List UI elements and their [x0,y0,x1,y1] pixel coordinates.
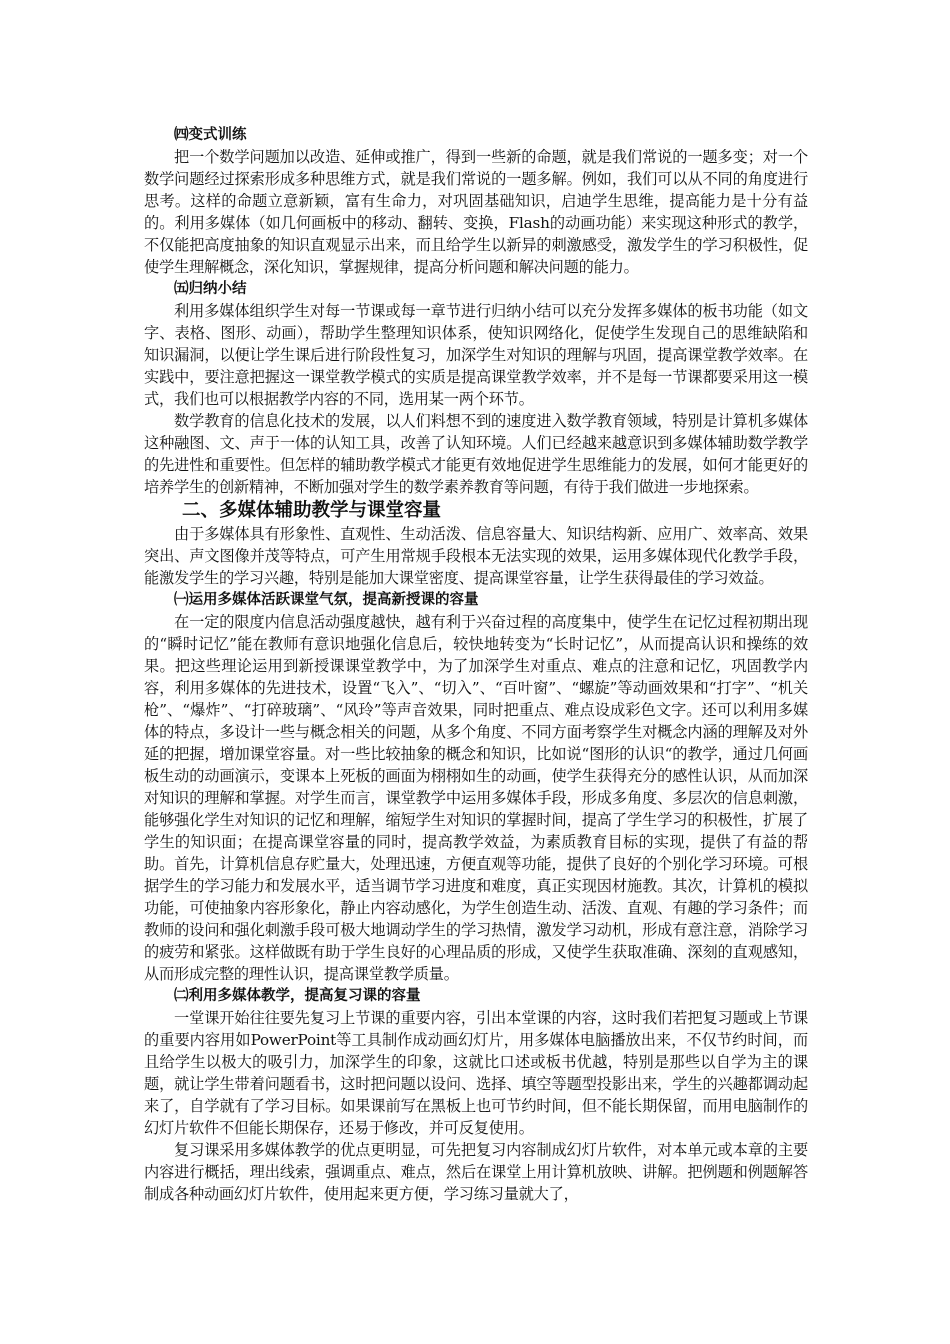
section-title-variant-training: ㈣变式训练 [174,127,247,143]
paragraph-summary: 利用多媒体组织学生对每一节课或每一章节进行归纳小结可以充分发挥多媒体的板书功能（如文字、表格、图形、动画），帮助学生整理知识体系，使知识网络化，促使学生发现自己的思维缺陷和知识漏洞，以便让学生课后进行阶段性复习，加深学生对知识的理解与巩固，提高课堂教学效率。在实践中，要注意把握这一课堂教学模式的实质是提高课堂教学效率，并不是每一节课都要采用这一模式，我们也可以根据教学内容的不同，选用某一两个环节。 [144,302,808,408]
section-title-summary: ㈤归纳小结 [174,281,247,297]
paragraph-new-lesson: 在一定的限度内信息活动强度越快，越有利于兴奋过程的高度集中，使学生在记忆过程初期出现的“瞬时记忆”能在教师有意识地强化信息后，较快地转变为“长时记忆”，从而提高认识和操练的效果。把这些理论运用到新授课课堂教学中，为了加深学生对重点、难点的注意和记忆，巩固教学内容，利用多媒体的先进技术，设置“飞入”、“切入”、“百叶窗”、“螺旋”等动画效果和“打字”、“机关枪”、“爆炸”、“打碎玻璃”、“风玲”等声音效果，同时把重点、难点设成彩色文字。还可以利用多媒体的特点，多设计一些与概念相关的问题，从多个角度、不同方面考察学生对概念内涵的理解及对外延的把握，增加课堂容量。对一些比较抽象的概念和知识，比如说“图形的认识“的教学，通过几何画板生动的动画演示，变课本上死板的画面为栩栩如生的动画，使学生获得充分的感性认识，从而加深对知识的理解和掌握。对学生而言，课堂教学中运用多媒体手段，形成多角度、多层次的信息刺激，能够强化学生对知识的记忆和理解，缩短学生对知识的掌握时间，提高了学生学习的积极性，扩展了学生的知识面；在提高课堂容量的同时，提高教学效益，为素质教育目标的实现，提供了有益的帮助。首先，计算机信息存贮量大，处理迅速，方便直观等功能，提供了良好的个别化学习环境。可根据学生的学习能力和发展水平，适当调节学习进度和难度，真正实现因材施教。其次，计算机的模拟功能，可使抽象内容形象化，静止内容动感化，为学生创造生动、活泼、直观、有趣的学习条件；而教师的设问和强化刺激手段可极大地调动学生的学习热情，激发学习动机，形成有意注意，消除学习的疲劳和紧张。这样做既有助于学生良好的心理品质的形成，又使学生获取准确、深刻的直观感知，从而形成完整的理性认识，提高课堂教学质量。 [144,613,808,983]
section-title-new-lesson: ㈠运用多媒体活跃课堂气氛，提高新授课的容量 [174,592,479,608]
paragraph-variant-training: 把一个数学问题加以改造、延伸或推广，得到一些新的命题，就是我们常说的一题多变；对一个数学问题经过探索形成多种思维方式，就是我们常说的一题多解。例如，我们可以从不同的角度进行思考。这样的命题立意新颖，富有生命力，对巩固基础知识，启迪学生思维，提高能力是十分有益的。利用多媒体（如几何画板中的移动、翻转、变换，Flash的动画功能）来实现这种形式的教学，不仅能把高度抽象的知识直观显示出来，而且给学生以新异的刺激感受，激发学生的学习积极性，促使学生理解概念，深化知识，掌握规律，提高分析问题和解决问题的能力。 [144,148,808,276]
paragraph-review-intro: 一堂课开始往往要先复习上节课的重要内容，引出本堂课的内容，这时我们若把复习题或上节课的重要内容用如PowerPoint等工具制作成动画幻灯片，用多媒体电脑播放出来，不仅节约时间，而且给学生以极大的吸引力，加深学生的印象，这就比口述或板书优越，特别是那些以自学为主的课题，就让学生带着问题看书，这时把问题以设问、选择、填空等题型投影出来，学生的兴趣都调动起来了，自学就有了学习目标。如果课前写在黑板上也可节约时间，但不能长期保留，而用电脑制作的幻灯片软件不但能长期保存，还易于修改，并可反复使用。 [144,1009,808,1137]
paragraph-multimedia-features: 由于多媒体具有形象性、直观性、生动活泼、信息容量大、知识结构新、应用广、效率高、效果突出、声文图像并茂等特点，可产生用常规手段根本无法实现的效果，运用多媒体现代化教学手段，能激发学生的学习兴趣，特别是能加大课堂密度、提高课堂容量，让学生获得最佳的学习效益。 [144,525,808,587]
document-body [144,124,808,1205]
part-heading-classroom-capacity: 二、多媒体辅助教学与课堂容量 [182,500,442,521]
section-title-review-lesson: ㈡利用多媒体教学，提高复习课的容量 [174,988,421,1004]
paragraph-review-advantages: 复习课采用多媒体教学的优点更明显，可先把复习内容制成幻灯片软件，对本单元或本章的主要内容进行概括，理出线索，强调重点、难点，然后在课堂上用计算机放映、讲解。把例题和例题解答制成各种动画幻灯片软件，使用起来更方便，学习练习量就大了， [144,1141,808,1203]
paragraph-info-tech: 数学教育的信息化技术的发展，以人们料想不到的速度进入数学教育领域，特别是计算机多媒体这种融图、文、声于一体的认知工具，改善了认知环境。人们已经越来越意识到多媒体辅助数学教学的先进性和重要性。但怎样的辅助教学模式才能更有效地促进学生思维能力的发展，如何才能更好的培养学生的创新精神，不断加强对学生的数学素养教育等问题，有待于我们做进一步地探索。 [144,412,808,496]
